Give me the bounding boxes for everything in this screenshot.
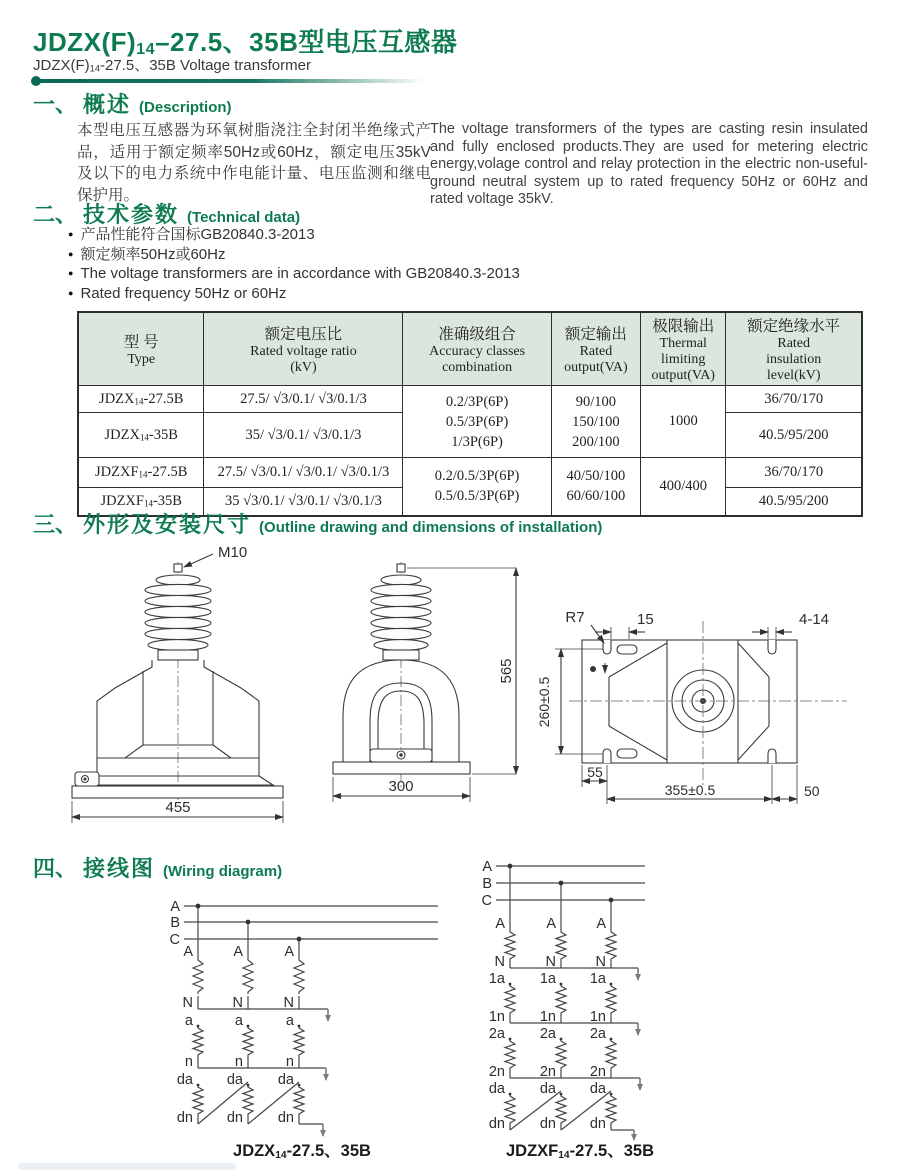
section-1-number: 一、 [33,92,78,117]
cell-ratio: 35 √3/0.1/ √3/0.1/ √3/0.1/3 [204,488,403,516]
table-row [78,458,862,488]
svg-text:260±0.5: 260±0.5 [536,676,552,728]
svg-text:1a: 1a [539,971,556,987]
wiring-right-caption: JDZXF14-27.5、35B [505,1142,655,1161]
svg-text:N: N [283,995,294,1011]
svg-text:A: A [495,916,505,932]
section-4-number: 四、 [33,856,78,881]
cell-insulation: 36/70/170 [726,386,862,413]
list-item-text: 产品性能符合国标GB20840.3-2013 [80,226,315,243]
svg-text:1a: 1a [589,971,606,987]
svg-text:n: n [234,1054,243,1070]
svg-text:dn: dn [488,1116,505,1132]
section-1-heading [33,88,232,119]
svg-text:dn: dn [539,1116,556,1132]
svg-text:50: 50 [804,783,820,799]
cell-insulation: 40.5/95/200 [726,413,862,458]
table-header-row [78,312,862,386]
bullet-icon: ● [68,248,74,259]
section-2-heading [33,198,300,229]
section-2-title-en: (Technical data) [187,209,301,226]
svg-text:C: C [481,893,492,909]
svg-text:da: da [589,1081,606,1097]
bullet-icon: ● [68,268,74,279]
svg-text:da: da [539,1081,556,1097]
svg-text:a: a [234,1013,243,1029]
svg-text:dn: dn [589,1116,606,1132]
section-3-title-en: (Outline drawing and dimensions of installation) [259,519,603,536]
cell-type: JDZXF14-27.5B [78,458,204,488]
bullet-icon: ● [68,287,74,298]
col-header-thermal: 极限输出 Thermal limiting output(VA) [641,312,726,386]
svg-text:N: N [545,954,556,970]
svg-text:2n: 2n [539,1064,556,1080]
col-header-accuracy: 准确级组合 Accuracy classes combination [403,312,551,386]
wiring-left [158,888,448,1140]
cell-thermal-group1: 1000 [641,386,726,458]
cell-insulation: 36/70/170 [726,458,862,488]
svg-text:2a: 2a [539,1026,556,1042]
cell-insulation: 40.5/95/200 [726,488,862,516]
svg-text:N: N [232,995,243,1011]
svg-text:55: 55 [587,764,603,780]
section-3-title-zh: 外形及安装尺寸 [83,512,252,537]
svg-text:C: C [169,932,180,948]
svg-text:da: da [226,1072,243,1088]
outline-top-view [525,585,895,820]
svg-text:355±0.5: 355±0.5 [664,782,716,798]
list-item-text: 额定频率50Hz或60Hz [80,245,226,263]
bullet-icon: ● [68,229,74,239]
svg-text:1n: 1n [488,1009,505,1025]
svg-text:A: A [170,899,180,915]
svg-text:B: B [170,915,180,931]
description-en: The voltage transformers of the types are casting resin insulated and fully enclosed products.They are used for metering electric energy,volage control and relay protection in the electric non-useful-ground neutral system up to rated frequency 50Hz or 60Hz and rated voltage 35kV. [430,121,868,208]
svg-text:1n: 1n [539,1009,556,1025]
list-item [68,265,520,285]
page-title: JDZX(F)14–27.5、35B型电压互感器 [33,27,458,58]
svg-text:A: A [482,859,492,875]
svg-text:da: da [277,1072,294,1088]
cell-accuracy-group2: 0.2/0.5/3P(6P) 0.5/0.5/3P(6P) [403,458,551,516]
svg-text:A: A [284,944,294,960]
svg-text:M10: M10 [218,544,248,561]
section-2-title-zh: 技术参数 [83,202,180,227]
svg-text:n: n [184,1054,193,1070]
cell-type: JDZXF14-35B [78,488,204,516]
outline-front-view [55,540,305,840]
section-4-title-zh: 接线图 [83,856,156,881]
section-4-heading [33,852,282,883]
table-row [78,386,862,413]
svg-text:da: da [488,1081,505,1097]
list-item [68,246,520,266]
svg-text:A: A [183,944,193,960]
section-3-number: 三、 [33,512,78,537]
section-2-number: 二、 [33,202,78,227]
svg-text:1a: 1a [488,971,505,987]
cell-ratio: 27.5/ √3/0.1/ √3/0.1/ √3/0.1/3 [204,458,403,488]
svg-text:15: 15 [637,611,654,628]
wiring-left-caption: JDZX14-27.5、35B [233,1142,371,1161]
cell-output-group1: 90/100 150/100 200/100 [551,386,640,458]
svg-text:300: 300 [388,778,414,795]
svg-text:dn: dn [277,1110,294,1126]
cell-ratio: 35/ √3/0.1/ √3/0.1/3 [204,413,403,458]
cell-thermal-group2: 400/400 [641,458,726,516]
svg-text:455: 455 [165,799,191,816]
svg-text:R7: R7 [565,609,585,626]
header-divider [34,79,426,83]
section-1-title-zh: 概述 [83,92,132,117]
list-item-text: The voltage transformers are in accordance with GB20840.3-2013 [80,265,520,283]
list-item [68,226,520,246]
svg-text:A: A [546,916,556,932]
svg-text:565: 565 [498,658,515,684]
col-header-type: 型 号 Type [78,312,204,386]
page-subtitle: JDZX(F)14-27.5、35B Voltage transformer [33,57,311,74]
svg-text:2n: 2n [488,1064,505,1080]
cell-accuracy-group1: 0.2/3P(6P) 0.5/3P(6P) 1/3P(6P) [403,386,551,458]
svg-text:a: a [285,1013,294,1029]
list-item [68,285,520,305]
svg-text:N: N [595,954,606,970]
wiring-right [462,856,672,1142]
svg-text:N: N [494,954,505,970]
svg-text:2n: 2n [589,1064,606,1080]
svg-text:A: A [233,944,243,960]
feature-list [68,226,520,304]
spec-table [77,311,863,517]
svg-text:1n: 1n [589,1009,606,1025]
cell-type: JDZX14-35B [78,413,204,458]
svg-text:N: N [182,995,193,1011]
description-zh: 本型电压互感器为环氧树脂浇注全封闭半绝缘式产品，适用于额定频率50Hz或60Hz，额定电压35kV及以下的电力系统中作电能计量、电压监测和继电保护用。 [77,122,431,204]
svg-text:a: a [184,1013,193,1029]
svg-text:n: n [285,1054,294,1070]
section-4-title-en: (Wiring diagram) [163,863,283,880]
cell-type: JDZX14-27.5B [78,386,204,413]
svg-text:A: A [596,916,606,932]
col-header-insulation: 额定绝缘水平 Rated insulation level(kV) [726,312,862,386]
list-item-text: Rated frequency 50Hz or 60Hz [80,284,287,302]
svg-text:2a: 2a [488,1026,505,1042]
svg-text:dn: dn [226,1110,243,1126]
cell-ratio: 27.5/ √3/0.1/ √3/0.1/3 [204,386,403,413]
svg-text:da: da [176,1072,193,1088]
col-header-output: 额定输出 Rated output(VA) [551,312,640,386]
section-3-heading [33,508,602,539]
outline-side-view [320,540,535,840]
section-1-title-en: (Description) [139,99,232,116]
svg-text:2a: 2a [589,1026,606,1042]
svg-text:4-14: 4-14 [799,611,830,628]
svg-text:dn: dn [176,1110,193,1126]
cell-output-group2: 40/50/100 60/60/100 [551,458,640,516]
footer-mark [18,1163,236,1170]
col-header-ratio: 额定电压比 Rated voltage ratio (kV) [204,312,403,386]
svg-text:B: B [482,876,492,892]
